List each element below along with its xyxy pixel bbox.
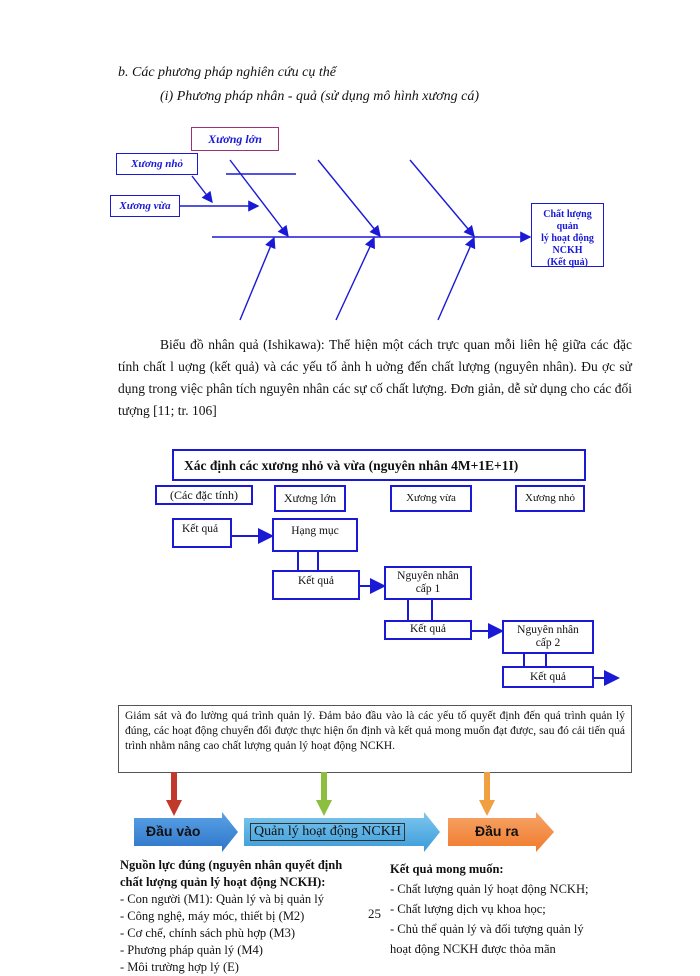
ket-qua-2: Kết quả [297,575,335,587]
right-list [390,859,630,959]
col-small-bone-label: Xương nhỏ [525,492,575,504]
medium-bone-label: Xương vừa [119,200,171,212]
small-bone-arrow [192,176,212,202]
nguyen-nhan-2-line2: cấp 2 [535,637,561,649]
right-list-heading: Kết quả mong muốn: [390,862,504,876]
upper-bone-2 [318,160,380,236]
ket-qua-4: Kết quả [529,670,567,683]
upper-bone-3 [410,160,474,236]
ket-qua-box-3 [384,620,472,640]
right-list-item: - Chất lượng dịch vụ khoa học; [390,902,546,916]
subheading: (i) Phương pháp nhân - quả (sử dụng mô hình xương cá) [160,89,479,104]
nguyen-nhan-1-line2: cấp 1 [415,583,441,595]
left-list-item: - Cơ chế, chính sách phù hợp (M3) [120,926,295,940]
page-number: 25 [368,906,381,921]
fish-head-line3: NCKH [552,245,583,256]
fish-head-line4: (Kết quả) [547,257,588,268]
right-list-item: hoạt động NCKH được thỏa mãn [390,942,556,956]
ket-qua-3: Kết quả [409,623,447,635]
col-big-bone-label: Xương lớn [283,491,337,505]
section-heading: b. Các phương pháp nghiên cứu cụ thể [118,65,336,80]
left-list-item: - Phương pháp quản lý (M4) [120,943,263,957]
ket-qua-box-1 [172,518,232,548]
col-characteristics [155,485,253,505]
middle-label: Quản lý hoạt động NCKH [250,823,405,841]
small-bone-label: Xương nhỏ [131,158,183,170]
left-list-item: - Môi trường hợp lý (E) [120,960,239,974]
col-medium-bone [390,485,472,512]
hang-muc-box [272,518,358,552]
small-bone-box [116,153,198,175]
flow-title-box [172,449,586,481]
lower-bone-3 [438,238,474,320]
upper-bone-1 [230,160,288,236]
medium-bone-box [110,195,180,217]
big-bone-label: Xương lớn [208,131,262,146]
fish-head-box [531,203,604,267]
col-small-bone [515,485,585,512]
left-list-item: - Con người (M1): Quản lý và bị quản lý [120,892,324,906]
lower-bone-2 [336,238,374,320]
ishikawa-paragraph: Biểu đồ nhân quả (Ishikawa): Thể hiện một cách trực quan mỗi liên hệ giữa các đặc tính chất l uợng (kết quả) và các yếu tố ảnh h uởng đến chất lượng (nguyên nhân). Đu ợc sử dụng trong việc phân tích nguyên nhân các sự cố chất lượng. Đơn giản, dễ sử dụng cho các đối tượng [11; tr. 106] [118,337,632,418]
col-big-bone [274,485,346,512]
monitor-text: Giám sát và đo lường quá trình quản lý. Đảm bảo đầu vào là các yếu tố quyết định đến quá trình quản lý đúng, các hoạt động chuyển đổi được thực hiện ổn định và kết quả mong muốn đạt được, sau đó cải tiến quá trình nhằm nâng cao chất lượng quản lý hoạt động NCKH. [125,710,625,752]
fish-head-line2: lý hoạt động [541,233,594,244]
nguyen-nhan-1-box [384,566,472,600]
big-bone-box [191,127,279,151]
monitor-box [118,705,632,773]
nguyen-nhan-2-line1: Nguyên nhân [517,624,579,636]
right-list-item: - Chất lượng quản lý hoạt động NCKH; [390,882,589,896]
nguyen-nhan-1-line1: Nguyên nhân [397,570,459,582]
ket-qua-1: Kết quả [182,523,219,535]
flow-title: Xác định các xương nhỏ và vừa (nguyên nhân 4M+1E+1I) [184,457,519,473]
hang-muc: Hạng mục [291,525,339,537]
left-list [120,857,364,976]
col-characteristics-label: (Các đặc tính) [170,487,238,502]
ket-qua-box-4 [502,666,594,688]
right-list-item: - Chủ thể quản lý và đối tượng quản lý [390,922,584,936]
col-medium-bone-label: Xương vừa [406,492,456,504]
output-label: Đầu ra [475,823,519,839]
left-list-heading: Nguồn lực đúng (nguyên nhân quyết định chất lượng quản lý hoạt động NCKH): [120,858,343,889]
left-list-item: - Công nghệ, máy móc, thiết bị (M2) [120,909,305,923]
nguyen-nhan-2-box [502,620,594,654]
input-label: Đầu vào [146,823,201,839]
ket-qua-box-2 [272,570,360,600]
fish-head-line1: Chất lượng quản [543,209,592,232]
lower-bone-1 [240,238,274,320]
